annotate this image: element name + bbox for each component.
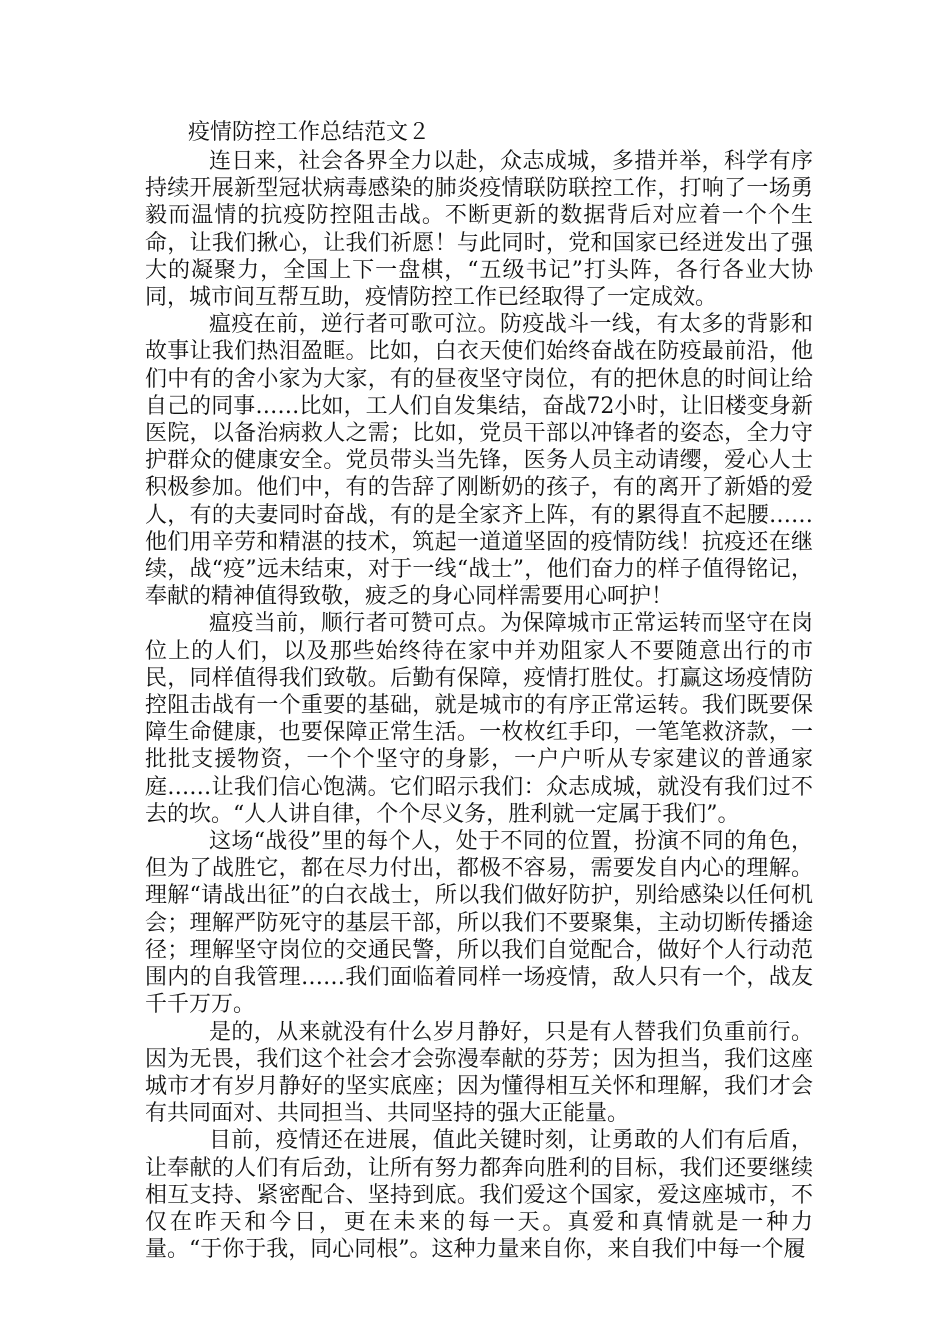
paragraph-3: 瘟疫当前，顺行者可赞可点。为保障城市正常运转而坚守在岗位上的人们，以及那些始终待在家中并劝阻家人不要随意出行的市民，同样值得我们致敬。后勤有保障，疫情打胜仗。打赢这场疫情防控阻击战有一个重要的基础，就是城市的有序正常运转。我们既要保障生命健康，也要保障正常生活。一枚枚红手印，一笔笔救济款，一批批支援物资，一个个坚守的身影，一户户听从专家建议的普通家庭……让我们信心饱满。它们昭示我们：众志成城，就没有我们过不去的坎。“人人讲自律，个个尽义务，胜利就一定属于我们”。 bbox=[145, 611, 813, 827]
paragraph-4: 这场“战役”里的每个人，处于不同的位置，扮演不同的角色，但为了战胜它，都在尽力付出，都极不容易，需要发自内心的理解。理解“请战出征”的白衣战士，所以我们做好防护，别给感染以任何机会；理解严防死守的基层干部，所以我们不要聚集，主动切断传播途径；理解坚守岗位的交通民警，所以我们自觉配合，做好个人行动范围内的自我管理……我们面临着同样一场疫情，敌人只有一个，战友千千万万。 bbox=[145, 829, 813, 1018]
paragraph-2: 瘟疫在前，逆行者可歌可泣。防疫战斗一线，有太多的背影和故事让我们热泪盈眶。比如，白衣天使们始终奋战在防疫最前沿，他们中有的舍小家为大家，有的昼夜坚守岗位，有的把休息的时间让给自己的同事……比如，工人们自发集结，奋战72小时，让旧楼变身新医院，以备治病救人之需；比如，党员干部以冲锋者的姿态，全力守护群众的健康安全。党员带头当先锋，医务人员主动请缨，爱心人士积极参加。他们中，有的告辞了刚断奶的孩子，有的离开了新婚的爱人，有的夫妻同时奋战，有的是全家齐上阵，有的累得直不起腰……他们用辛劳和精湛的技术，筑起一道道坚固的疫情防线！抗疫还在继续，战“疫”远未结束，对于一线“战士”，他们奋力的样子值得铭记，奉献的精神值得致敬，疲乏的身心同样需要用心呵护！ bbox=[145, 312, 813, 610]
document-title: 疫情防控工作总结范文２ bbox=[188, 120, 431, 145]
paragraph-5: 是的，从来就没有什么岁月静好，只是有人替我们负重前行。因为无畏，我们这个社会才会弥漫奉献的芬芳；因为担当，我们这座城市才有岁月静好的坚实底座；因为懂得相互关怀和理解，我们才会有共同面对、共同担当、共同坚持的强大正能量。 bbox=[145, 1019, 813, 1127]
paragraph-1: 连日来，社会各界全力以赴，众志成城，多措并举，科学有序持续开展新型冠状病毒感染的肺炎疫情联防联控工作，打响了一场勇毅而温情的抗疫防控阻击战。不断更新的数据背后对应着一个个生命，让我们揪心，让我们祈愿！与此同时，党和国家已经迸发出了强大的凝聚力，全国上下一盘棋，“五级书记”打头阵，各行各业大协同，城市间互帮互助，疫情防控工作已经取得了一定成效。 bbox=[145, 149, 813, 311]
document-page bbox=[145, 118, 813, 1263]
paragraph-6: 目前，疫情还在进展，值此关键时刻，让勇敢的人们有后盾，让奉献的人们有后劲，让所有努力都奔向胜利的目标，我们还要继续相互支持、紧密配合、坚持到底。我们爱这个国家，爱这座城市，不仅在昨天和今日，更在未来的每一天。真爱和真情就是一种力量。“于你于我，同心同根”。这种力量来自你，来自我们中每一个履 bbox=[145, 1128, 813, 1263]
